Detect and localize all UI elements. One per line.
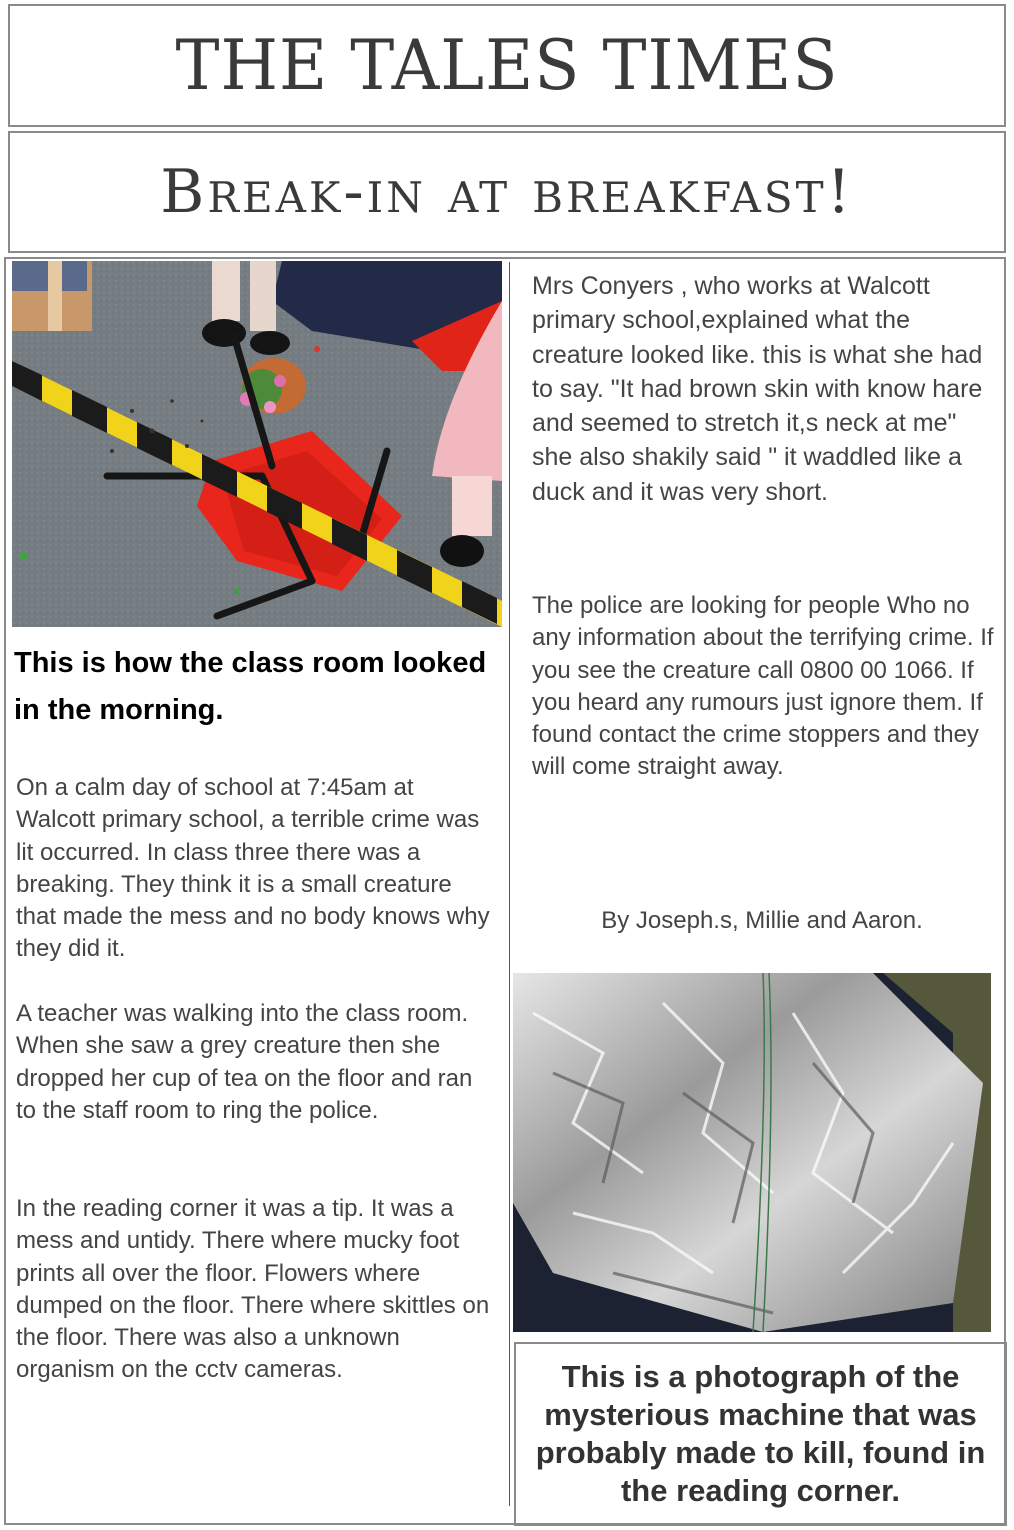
article-paragraph: A teacher was walking into the class room. When she saw a grey creature then she dropped her cup of tea on the floor and ran to the staff room to ring the police. <box>16 1000 473 1124</box>
article-paragraph: Mrs Conyers , who works at Walcott primary school,explained what the creature looked like. this is what she had to say. "It had brown skin with know hare and seemed to stretch it,s neck at me" she also shakily said " it waddled like a duck and it was very short. <box>532 272 983 506</box>
classroom-photo-illustration <box>12 261 502 627</box>
headline: Break-in at breakfast! <box>160 157 854 227</box>
column-divider <box>509 262 510 1506</box>
newspaper-title: THE TALES TIMES <box>175 25 839 106</box>
machine-caption-box <box>514 1342 1007 1526</box>
machine-photo <box>513 973 991 1332</box>
article-paragraph: In the reading corner it was a tip. It was a mess and untidy. There where mucky foot prints all over the floor. Flowers where dumped on the floor. There where skittles on the floor. There was also a unknown organism on the cctv cameras. <box>16 1195 490 1384</box>
article-paragraph: On a calm day of school at 7:45am at Walcott primary school, a terrible crime was lit occurred. In class three there was a breaking. They think it is a small creature that made the mess and no body knows why they did it. <box>16 774 490 963</box>
machine-photo-caption: This is a photograph of the mysterious machine that was probably made to kill, found in the reading corner. <box>535 1359 986 1508</box>
masthead <box>8 4 1006 127</box>
classroom-photo-caption: This is how the class room looked in the morning. <box>14 647 487 726</box>
byline: By Joseph.s, Millie and Aaron. <box>601 907 923 934</box>
machine-photo-illustration <box>513 973 991 1332</box>
classroom-photo <box>12 261 502 627</box>
headline-box <box>8 131 1006 253</box>
article-paragraph: The police are looking for people Who no any information about the terrifying crime. If you see the creature call 0800 00 1066. If you heard any rumours just ignore them. If found contact the crime stoppers and they will come straight away. <box>532 592 994 781</box>
